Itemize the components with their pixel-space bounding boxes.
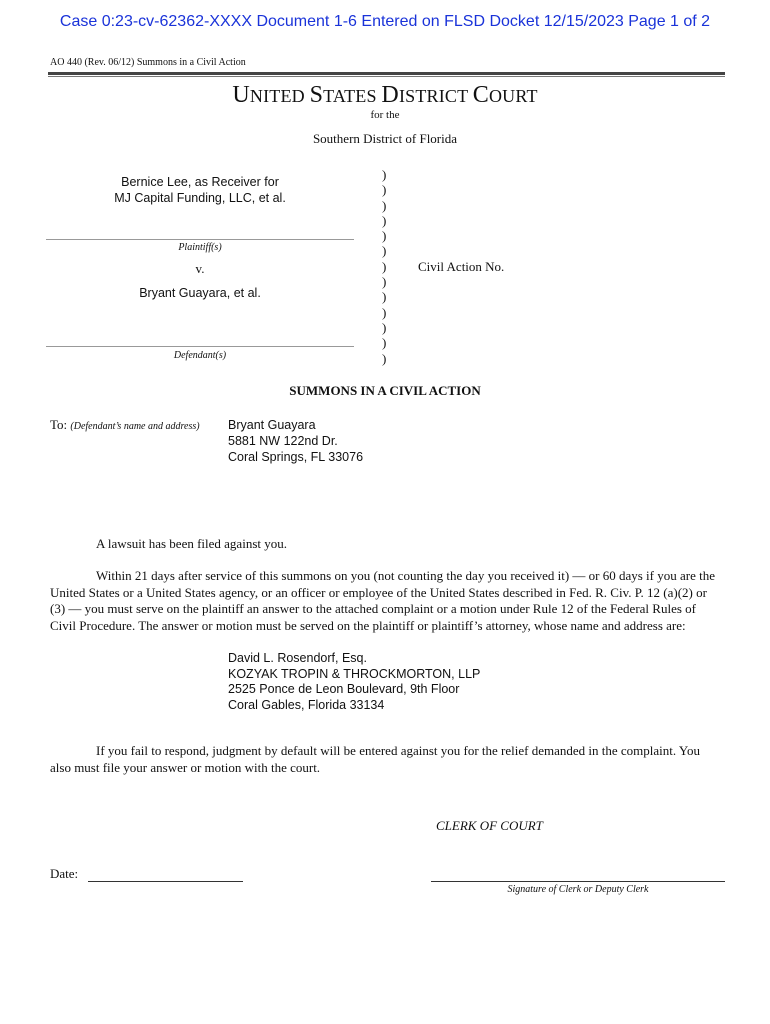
header-rule-thin bbox=[48, 76, 725, 77]
defendant-address-street: 5881 NW 122nd Dr. bbox=[228, 434, 338, 448]
date-field-line bbox=[88, 881, 243, 882]
form-number: AO 440 (Rev. 06/12) Summons in a Civil Action bbox=[50, 57, 246, 68]
defendant-address bbox=[228, 417, 528, 465]
plaintiff-label: Plaintiff(s) bbox=[178, 242, 222, 253]
paragraph-lawsuit-filed: A lawsuit has been filed against you. bbox=[96, 536, 287, 551]
attorney-city: Coral Gables, Florida 33134 bbox=[228, 697, 385, 712]
plaintiff-line-2: MJ Capital Funding, LLC, et al. bbox=[114, 191, 286, 205]
caption-parentheses: ) ) ) ) ) ) ) ) ) ) ) ) ) bbox=[382, 167, 387, 366]
to-hint: (Defendant’s name and address) bbox=[70, 421, 200, 432]
defendant-address-name: Bryant Guayara bbox=[228, 418, 316, 432]
header-rule bbox=[48, 72, 725, 75]
civil-action-label: Civil Action No. bbox=[418, 259, 505, 274]
district-name: Southern District of Florida bbox=[312, 131, 458, 146]
docket-stamp: Case 0:23-cv-62362-XXXX Document 1-6 Entered on FLSD Docket 12/15/2023 Page 1 of 2 bbox=[59, 13, 711, 30]
attorney-name: David L. Rosendorf, Esq. bbox=[228, 651, 367, 665]
for-the: for the bbox=[370, 109, 400, 121]
versus: v. bbox=[195, 261, 205, 276]
paragraph-default-warning: If you fail to respond, judgment by default will be entered against you for the relief demanded in the complaint. You also must file your answer or motion with the court. bbox=[50, 743, 700, 775]
defendant-label: Defendant(s) bbox=[173, 350, 227, 361]
court-title: UNITED STATES DISTRICT COURT bbox=[232, 82, 538, 108]
defendant-address-city: Coral Springs, FL 33076 bbox=[228, 450, 364, 464]
plaintiff-line-1: Bernice Lee, as Receiver for bbox=[121, 175, 279, 189]
signature-line bbox=[431, 881, 725, 882]
plaintiff-name bbox=[46, 174, 354, 206]
to-prefix: To: bbox=[50, 417, 68, 432]
summons-title: SUMMONS IN A CIVIL ACTION bbox=[289, 383, 481, 398]
paragraph-answer-deadline: Within 21 days after service of this summons on you (not counting the day you received it) — or 60 days if you are the United States or a United States agency, or an officer or employee of the United States described in Fed. R. Civ. P. 12 (a)(2) or (3) — you must serve on the plaintiff an answer to the attached complaint or a motion under Rule 12 of the Federal Rules of Civil Procedure. The answer or motion must be served on the plaintiff or plaintiff’s attorney, whose name and address are: bbox=[50, 568, 715, 633]
clerk-of-court: CLERK OF COURT bbox=[436, 818, 543, 833]
attorney-firm: KOZYAK TROPIN & THROCKMORTON, LLP bbox=[228, 666, 481, 681]
date-label: Date: bbox=[50, 866, 79, 881]
defendant-name: Bryant Guayara, et al. bbox=[139, 286, 261, 300]
attorney-address bbox=[228, 651, 588, 713]
defendant-underline bbox=[46, 346, 354, 347]
attorney-street: 2525 Ponce de Leon Boulevard, 9th Floor bbox=[228, 682, 460, 696]
signature-label: Signature of Clerk or Deputy Clerk bbox=[507, 884, 649, 895]
plaintiff-underline bbox=[46, 239, 354, 240]
to-label bbox=[50, 417, 200, 433]
